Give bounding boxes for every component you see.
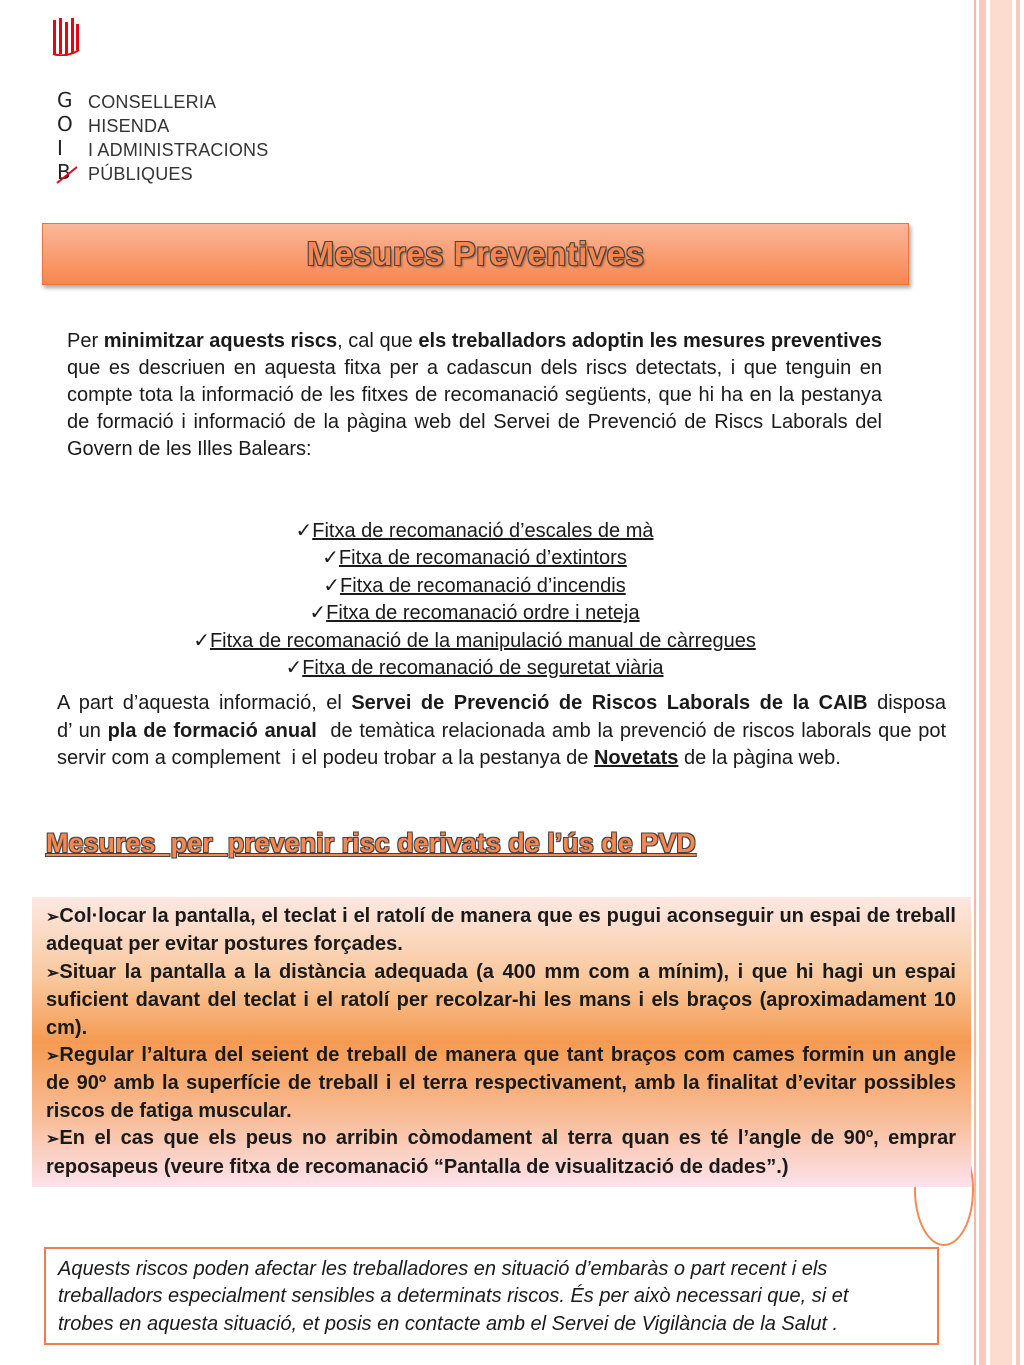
link-escales[interactable]: Fitxa de recomanació d’escales de mà [312, 520, 654, 542]
link-item [0, 545, 949, 572]
stripe [1016, 0, 1020, 1365]
title-banner [42, 223, 909, 285]
check-icon: ✓ [193, 629, 210, 652]
list-item-text: En el cas que els peus no arribin còmodament al terra quan es té l’angle de 90º, emprar reposapeus (veure fitxa de recomanació “Pantalla de visualització de dades”.) [46, 1127, 956, 1178]
link-item [0, 600, 949, 627]
arrow-bullet-icon: ➢ [46, 1131, 60, 1149]
link-item [0, 573, 949, 600]
list-item [46, 1125, 956, 1181]
page-title: Mesures Preventives [306, 235, 645, 272]
text: , cal que [337, 330, 419, 352]
section-subtitle: Mesures per prevenir risc derivats de l’ús de PVD [46, 828, 696, 858]
link-manipulacio[interactable]: Fitxa de recomanació de la manipulació manual de càrregues [209, 629, 756, 652]
bold-text: Servei de Prevenció de Riscos Laborals de la CAIB [351, 692, 868, 714]
bold-text: minimitzar aquests riscs [103, 330, 338, 352]
arrow-bullet-icon: ➢ [46, 1048, 60, 1066]
note-text: Aquests riscos poden afectar les treballadores en situació d’embaràs o part recent i els treballadors especialment sensibles a determinats riscos. És per això necessari que, si et trobes en aquesta situació, et posis en contacte amb el Servei de Vigilància de la Salut . [58, 1258, 849, 1335]
check-icon: ✓ [295, 520, 313, 542]
coat-of-arms-icon [52, 18, 80, 56]
stripe [974, 0, 976, 1365]
link-ordre-neteja[interactable]: Fitxa de recomanació ordre i neteja [326, 602, 640, 625]
logo-slash-icon [56, 166, 78, 184]
logo-letter: G [57, 88, 73, 112]
training-paragraph [57, 690, 991, 773]
stripe [990, 0, 1012, 1365]
check-icon: ✓ [323, 574, 341, 597]
link-extintors[interactable]: Fitxa de recomanació d’extintors [338, 547, 627, 570]
department-line: PÚBLIQUES [88, 164, 193, 184]
arrow-bullet-icon: ➢ [46, 964, 60, 982]
logo-letter: I [57, 136, 63, 160]
arrow-bullet-icon: ➢ [46, 909, 60, 926]
list-item [46, 1042, 956, 1125]
link-seguretat-viaria[interactable]: Fitxa de recomanació de seguretat viària [302, 657, 664, 680]
text: que es descriuen en aquesta fitxa per a cadascun dels riscs detectats, i que tenguin en compte tota la informació de les fitxes de recomanació següents, que hi ha en la pestanya de formació i informació de la pàgina web del Servei de Prevenció de Riscs Laborals del Govern de les Illes Balears: [67, 357, 882, 460]
logo-letter: B [57, 160, 71, 184]
intro-paragraph [67, 328, 882, 463]
text: Per [67, 330, 104, 352]
link-item [0, 518, 949, 545]
bold-text: pla de formació anual [107, 719, 317, 742]
text: de temàtica relacionada amb la prevenció de riscos laborals que pot servir com a complement i el podeu trobar a la pestanya de [57, 719, 952, 769]
list-item [46, 903, 956, 959]
department-line: CONSELLERIA [88, 92, 217, 112]
text: disposa d’ un [57, 692, 991, 742]
check-icon: ✓ [322, 547, 339, 570]
logo-letter: O [57, 112, 73, 136]
recommendation-links [0, 518, 949, 682]
stripe [979, 0, 986, 1365]
decorative-stripes [974, 0, 1024, 1365]
text: A part d’aquesta informació, el [57, 692, 352, 714]
department-line: I ADMINISTRACIONS [88, 140, 269, 160]
department-line: HISENDA [88, 116, 170, 136]
bold-text: els treballadors adoptin les mesures preventives [418, 330, 882, 352]
list-item-text: Situar la pantalla a la distància adequada (a 400 mm com a mínim), i que hi hagi un espai suficient davant del teclat i el ratolí per recolzar-hi les mans i els braços (aproximadament 10 cm). [46, 960, 956, 1039]
text: de la pàgina web. [678, 747, 841, 769]
check-icon: ✓ [285, 657, 303, 680]
novetats-link[interactable]: Novetats [593, 747, 679, 769]
link-item [0, 655, 949, 682]
department-name [88, 90, 268, 186]
list-item [46, 959, 956, 1042]
link-item [0, 628, 949, 655]
pvd-measures-list [46, 903, 956, 1181]
list-item-text: Regular l’altura del seient de treball de manera que tant braços com cames formin un angle de 90º amb la superfície de treball i el terra respectivament, amb la finalitat d’evitar possibles riscos de fatiga muscular. [46, 1044, 956, 1122]
check-icon: ✓ [309, 602, 327, 625]
link-incendis[interactable]: Fitxa de recomanació d’incendis [340, 574, 626, 597]
list-item-text: Col·locar la pantalla, el teclat i el ratolí de manera que es pugui aconseguir un espai de treball adequat per evitar postures forçades. [46, 905, 956, 956]
